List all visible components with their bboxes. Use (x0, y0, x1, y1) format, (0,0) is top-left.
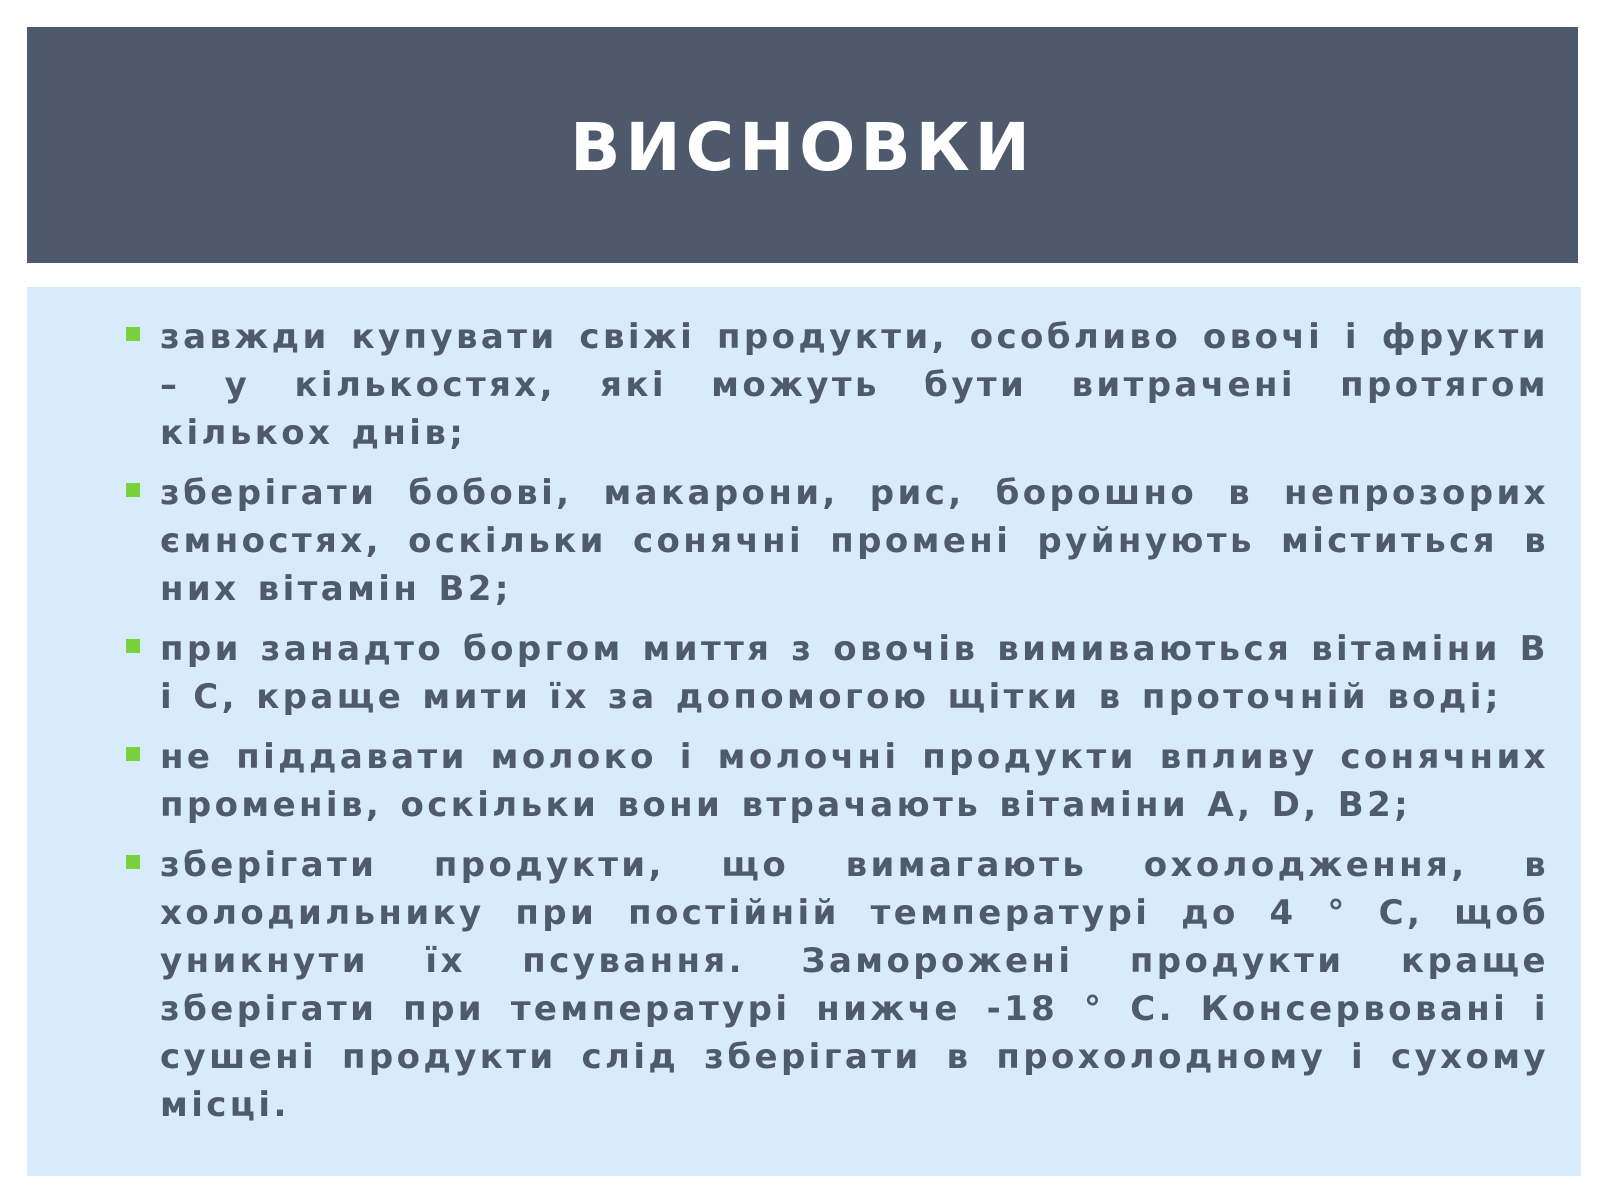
bullet-text: не піддавати молоко і молочні продукти впливу сонячних променів, оскільки вони втрачають вітаміни А, D, В2; (160, 737, 1549, 825)
bullet-text: зберігати продукти, що вимагають охолодження, в холодильнику при постійній температурі до 4 ° С, щоб уникнути їх псування. Заморожені продукти краще зберігати при температурі нижче -18 ° С. Консервовані і сушені продукти слід зберігати в прохолодному і сухому місці. (160, 845, 1549, 1125)
slide-title: ВИСНОВКИ (570, 108, 1035, 186)
bullet-item (97, 841, 1549, 1129)
content-box (27, 287, 1581, 1176)
bullet-list (97, 313, 1549, 1141)
bullet-text: зберігати бобові, макарони, рис, борошно в непрозорих ємностях, оскільки сонячні промені руйнують міститься в них вітамін В2; (160, 473, 1549, 609)
bullet-text: завжди купувати свіжі продукти, особливо овочі і фрукти – у кількостях, які можуть бути витрачені протягом кількох днів; (160, 317, 1549, 453)
square-bullet-icon (126, 855, 140, 869)
square-bullet-icon (126, 483, 140, 497)
bullet-item (97, 313, 1549, 457)
bullet-item (97, 733, 1549, 829)
square-bullet-icon (126, 639, 140, 653)
bullet-item (97, 625, 1549, 721)
square-bullet-icon (126, 747, 140, 761)
square-bullet-icon (126, 327, 140, 341)
title-bar (27, 27, 1578, 263)
bullet-item (97, 469, 1549, 613)
bullet-text: при занадто боргом миття з овочів вимиваються вітаміни В і С, краще мити їх за допомогою щітки в проточній воді; (160, 629, 1549, 717)
